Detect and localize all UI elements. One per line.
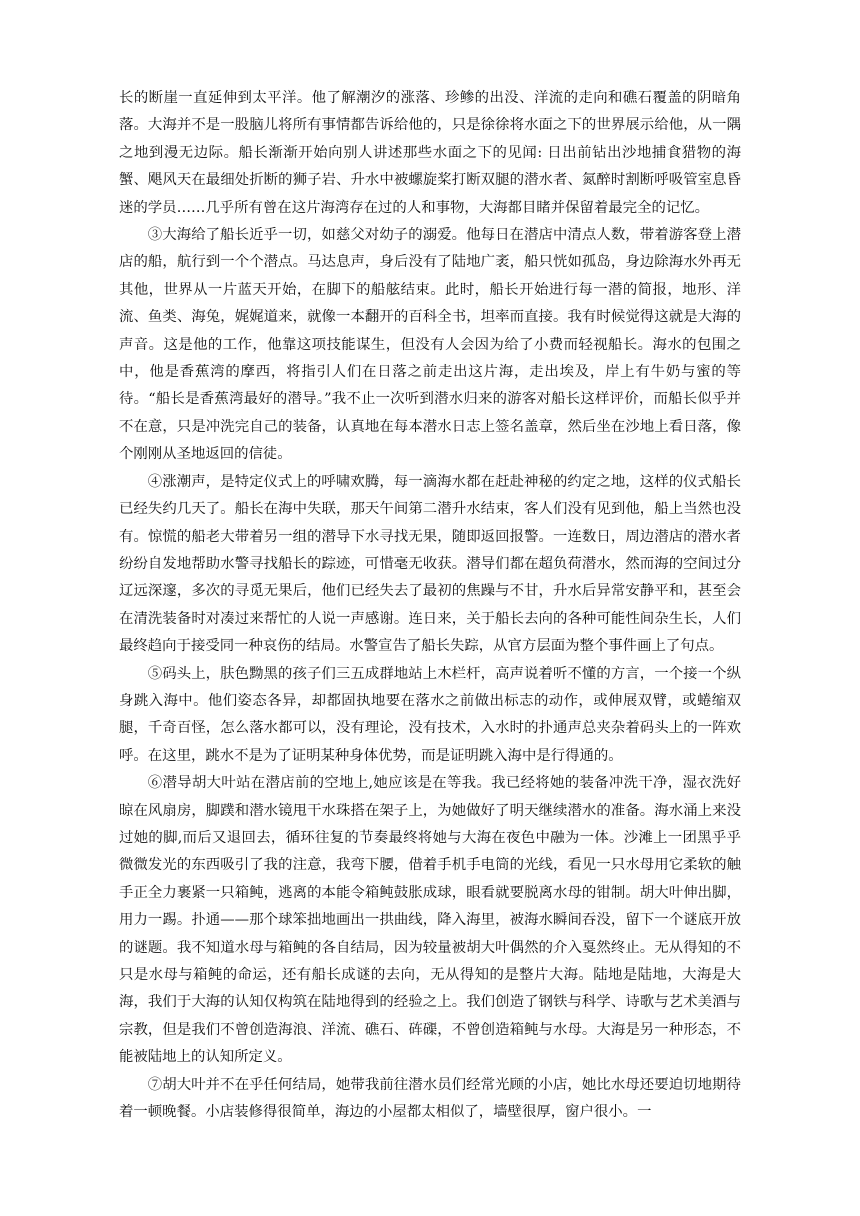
paragraph-6: ⑥潜导胡大叶站在潜店前的空地上,她应该是在等我。我已经将她的装备冲洗干净，湿衣洗好晾在风扇房，脚蹼和潜水镜甩干水珠搭在架子上，为她做好了明天继续潜水的准备。海水涌上来没过她的脚,而后又退回去，循环往复的节奏最终将她与大海在夜色中融为一体。沙滩上一团黑乎乎微微发光的东西吸引了我的注意，我弯下腰，借着手机手电筒的光线，看见一只水母用它柔软的触手正全力裹紧一只箱鲀，逃离的本能令箱鲀鼓胀成球，眼看就要脱离水母的钳制。胡大叶伸出脚，用力一踢。扑通——那个球笨拙地画出一拱曲线，降入海里，被海水瞬间吞没，留下一个谜底开放的谜题。我不知道水母与箱鲀的各自结局，因为较量被胡大叶偶然的介入戛然终止。无从得知的不只是水母与箱鲀的命运，还有船长成谜的去向，无从得知的是整片大海。陆地是陆地，大海是大海，我们于大海的认知仅构筑在陆地得到的经验之上。我们创造了钢铁与科学、诗歌与艺术美酒与宗教，但是我们不曾创造海浪、洋流、礁石、砗磲，不曾创造箱鲀与水母。大海是另一种形态，不能被陆地上的认知所定义。 [119,775,741,1066]
paragraph-3: ③大海给了船长近乎一切，如慈父对幼子的溺爱。他每日在潜店中清点人数，带着游客登上潜店的船，航行到一个个潜点。马达息声，身后没有了陆地广袤，船只恍如孤岛，身边除海水外再无其他，世界从一片蓝天开始，在脚下的船舷结束。此时，船长开始进行每一潜的简报，地形、洋流、鱼类、海兔，娓娓道来，就像一本翻开的百科全书，坦率而直接。我有时候觉得这就是大海的声音。这是他的工作，他靠这项技能谋生，但没有人会因为给了小费而轻视船长。海水的包围之中，他是香蕉湾的摩西，将指引人们在日落之前走出这片海，走出埃及，岸上有牛奶与蜜的等待。“船长是香蕉湾最好的潜导。”我不止一次听到潜水归来的游客对船长这样评价，而船长似乎并不在意，只是冲洗完自己的装备，认真地在每本潜水日志上签名盖章，然后坐在沙地上看日落，像个刚刚从圣地返回的信徒。 [119,227,741,463]
article-body [119,85,741,1126]
paragraph-5: ⑤码头上，肤色黝黑的孩子们三五成群地站上木栏杆，高声说着听不懂的方言，一个接一个纵身跳入海中。他们姿态各异，却都固执地要在落水之前做出标志的动作，或伸展双臂，或蜷缩双腿，千奇百怪，怎么落水都可以，没有理论，没有技术，入水时的扑通声总夹杂着码头上的一阵欢呼。在这里，跳水不是为了证明某种身体优势，而是证明跳入海中是行得通的。 [119,665,741,764]
paragraph-7: ⑦胡大叶并不在乎任何结局，她带我前往潜水员们经常光顾的小店，她比水母还要迫切地期待着一顿晚餐。小店装修得很简单，海边的小屋都太相似了，墙壁很厚，窗户很小。一 [119,1076,741,1121]
paragraph-continued: 长的断崖一直延伸到太平洋。他了解潮汐的涨落、珍鲹的出没、洋流的走向和礁石覆盖的阴暗角落。大海并不是一股脑儿将所有事情都告诉给他的，只是徐徐将水面之下的世界展示给他，从一隅之地到漫无边际。船长渐渐开始向别人讲述那些水面之下的见闻: 日出前钻出沙地捕食猎物的海蟹、飓风天在最细处折断的狮子岩、升水中被螺旋桨打断双腿的潜水者、氮醉时割断呼吸管室息昏迷的学员……几乎所有曾在这片海湾存在过的人和事物，大海都目睹并保留着最完全的记忆。 [119,90,741,216]
paragraph-4: ④涨潮声，是特定仪式上的呼啸欢腾，每一滴海水都在赶赴神秘的约定之地，这样的仪式船长已经失约几天了。船长在海中失联，那天午间第二潜升水结束，客人们没有见到他，船上当然也没有。惊慌的船老大带着另一组的潜导下水寻找无果，随即返回报警。一连数日，周边潜店的潜水者纷纷自发地帮助水警寻找船长的踪迹，可惜毫无收获。潜导们都在超负荷潜水，然而海的空间过分辽远深邃，多次的寻觅无果后，他们已经失去了最初的焦躁与不甘，升水后异常安静平和，甚至会在清洗装备时对凑过来帮忙的人说一声感谢。连日来，关于船长去向的各种可能性间杂生长，人们最终趋向于接受同一种哀伤的结局。水警宣告了船长失踪，从官方层面为整个事件画上了句点。 [119,473,741,655]
